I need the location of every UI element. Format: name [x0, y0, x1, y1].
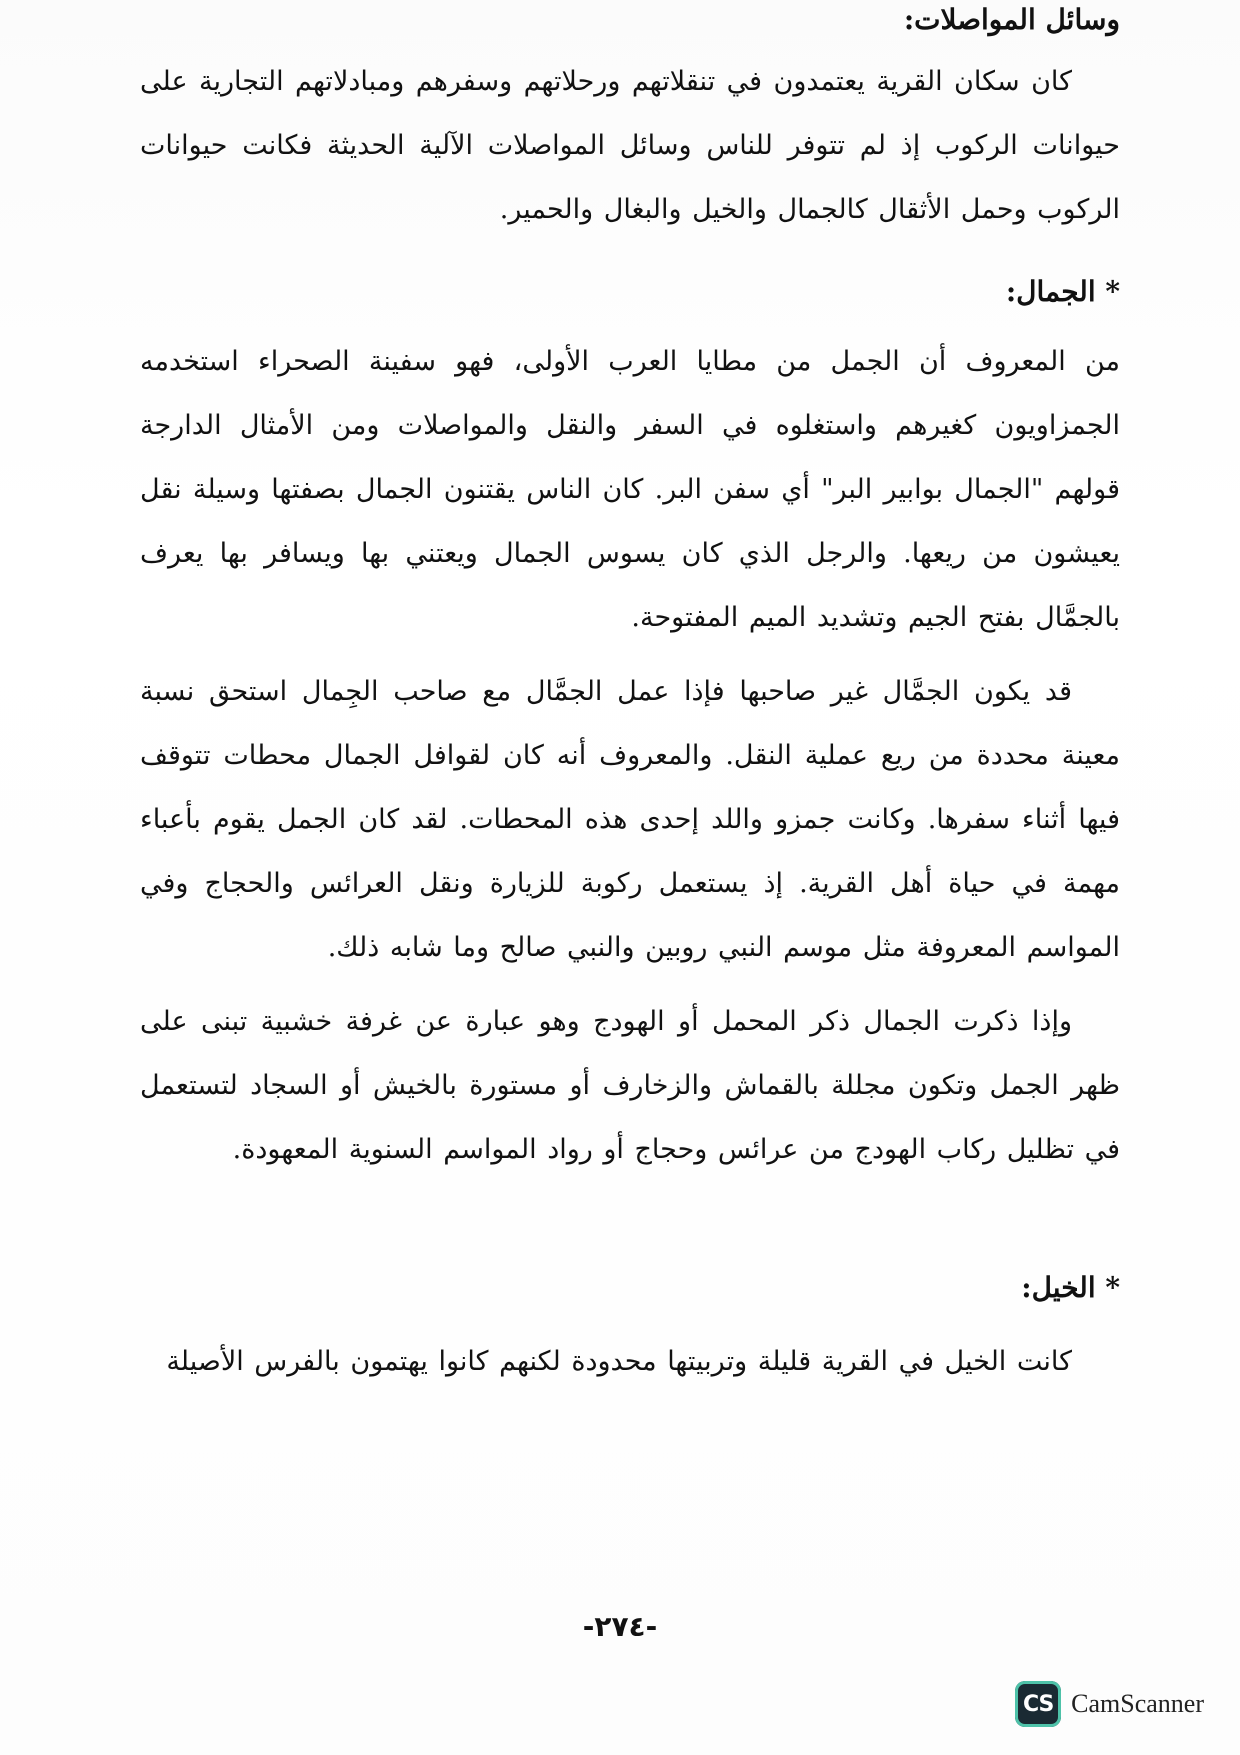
camscanner-watermark — [1015, 1681, 1204, 1727]
section-heading-horses: * الخيل: — [1021, 1271, 1120, 1304]
page-number: -٢٧٤- — [582, 1610, 658, 1643]
paragraph-transport: كان سكان القرية يعتمدون في تنقلاتهم ورحلاتهم وسفرهم ومبادلاتهم التجارية على حيوانات الركوب إذ لم تتوفر للناس وسائل المواصلات الآلية الحديثة فكانت حيوانات الركوب وحمل الأثقال كالجمال والخيل والبغال والحمير. — [140, 66, 1120, 225]
camscanner-logo-icon: CS — [1015, 1681, 1061, 1727]
camscanner-label: CamScanner — [1071, 1689, 1204, 1718]
paragraph-camels-2: قد يكون الجمَّال غير صاحبها فإذا عمل الجمَّال مع صاحب الجِمال استحق نسبة معينة محددة من ريع عملية النقل. والمعروف أنه كان لقوافل الجمال محطات تتوقف فيها أثناء سفرها. وكانت جمزو واللد إحدى هذه المحطات. لقد كان الجمل يقوم بأعباء مهمة في حياة أهل القرية. إذ يستعمل ركوبة للزيارة ونقل العرائس والحجاج وفي المواسم المعروفة مثل موسم النبي روبين والنبي صالح وما شابه ذلك. — [140, 676, 1120, 963]
paragraph-camels-1: من المعروف أن الجمل من مطايا العرب الأولى، فهو سفينة الصحراء استخدمه الجمزاويون كغيرهم واستغلوه في السفر والنقل والمواصلات ومن الأمثال الدارجة قولهم "الجمال بوابير البر" أي سفن البر. كان الناس يقتنون الجمال بصفتها وسيلة نقل يعيشون من ريعها. والرجل الذي كان يسوس الجمال ويعتني بها ويسافر بها يعرف بالجمَّال بفتح الجيم وتشديد الميم المفتوحة. — [140, 346, 1120, 633]
section-heading-transport: وسائل المواصلات: — [903, 3, 1120, 36]
section-heading-camels: * الجمال: — [1005, 275, 1120, 308]
paragraph-horses: كانت الخيل في القرية قليلة وتربيتها محدودة لكنهم كانوا يهتمون بالفرس الأصيلة — [166, 1346, 1072, 1377]
paragraph-camels-3: وإذا ذكرت الجمال ذكر المحمل أو الهودج وهو عبارة عن غرفة خشبية تبنى على ظهر الجمل وتكون مجللة بالقماش والزخارف أو مستورة بالخيش أو السجاد لتستعمل في تظليل ركاب الهودج من عرائس وحجاج أو رواد المواسم السنوية المعهودة. — [140, 1006, 1120, 1165]
